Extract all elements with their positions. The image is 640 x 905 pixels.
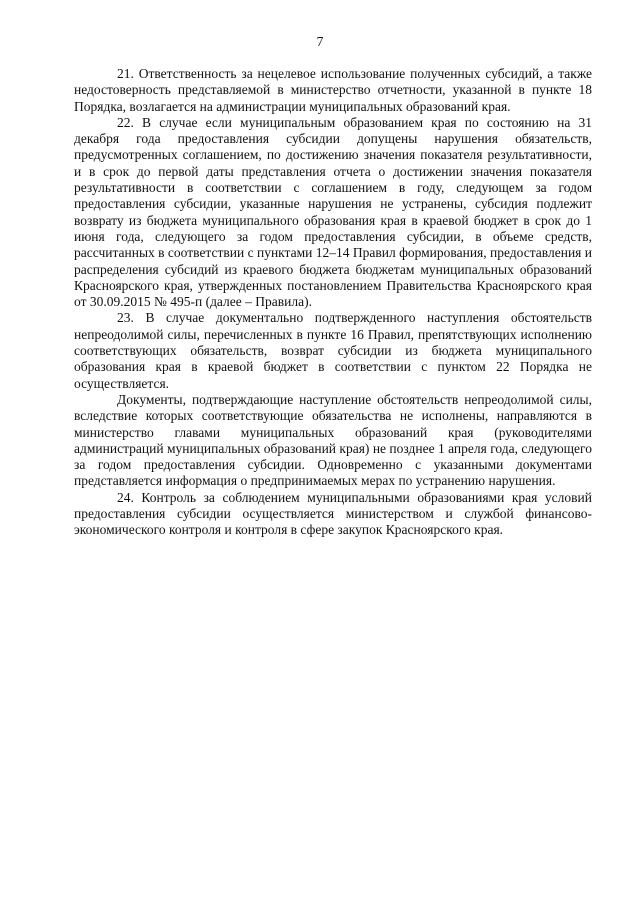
paragraph-24: 24. Контроль за соблюдением муниципальными образованиями края условий предоставления субсидии осуществляется министерством и службой финансово-экономического контроля и контроля в сфере закупок Красноярского края. — [74, 489, 592, 538]
paragraph-22: 22. В случае если муниципальным образованием края по состоянию на 31 декабря года предоставления субсидии допущены нарушения обязательств, предусмотренных соглашением, по достижению значения показателя результативности, и в срок до первой даты представления отчета о достижении значения показателя результативности в соответствии с соглашением в году, следующем за годом предоставления субсидии, указанные нарушения не устранены, субсидия подлежит возврату из бюджета муниципального образования края в краевой бюджет в срок до 1 июня года, следующего за годом предоставления субсидии, в объеме средств, рассчитанных в соответствии с пунктами 12–14 Правил формирования, предоставления и распределения субсидий из краевого бюджета бюджетам муниципальных образований Красноярского края, утвержденных постановлением Правительства Красноярского края от 30.09.2015 № 495-п (далее – Правила). — [74, 114, 592, 310]
paragraph-21: 21. Ответственность за нецелевое использование полученных субсидий, а также недостоверность представляемой в министерство отчетности, указанной в пункте 18 Порядка, возлагается на администрации муниципальных образований края. — [74, 66, 592, 114]
paragraph-23: 23. В случае документально подтвержденного наступления обстоятельств непреодолимой силы, перечисленных в пункте 16 Правил, препятствующих исполнению соответствующих обязательств, возврат субсидии из бюджета муниципального образования края в краевой бюджет в соответствии с пунктом 22 Порядка не осуществляется. — [74, 310, 592, 391]
page-number: 7 — [316, 34, 324, 49]
paragraph-documents: Документы, подтверждающие наступление обстоятельств непреодолимой силы, вследствие которых соответствующие обязательства не исполнены, направляются в министерство главами муниципальных образований края (руководителями администраций муниципальных образований края) не позднее 1 апреля года, следующего за годом предоставления субсидии. Одновременно с указанными документами представляется информация о предпринимаемых мерах по устранению нарушения. — [74, 391, 592, 489]
document-body — [74, 66, 592, 539]
